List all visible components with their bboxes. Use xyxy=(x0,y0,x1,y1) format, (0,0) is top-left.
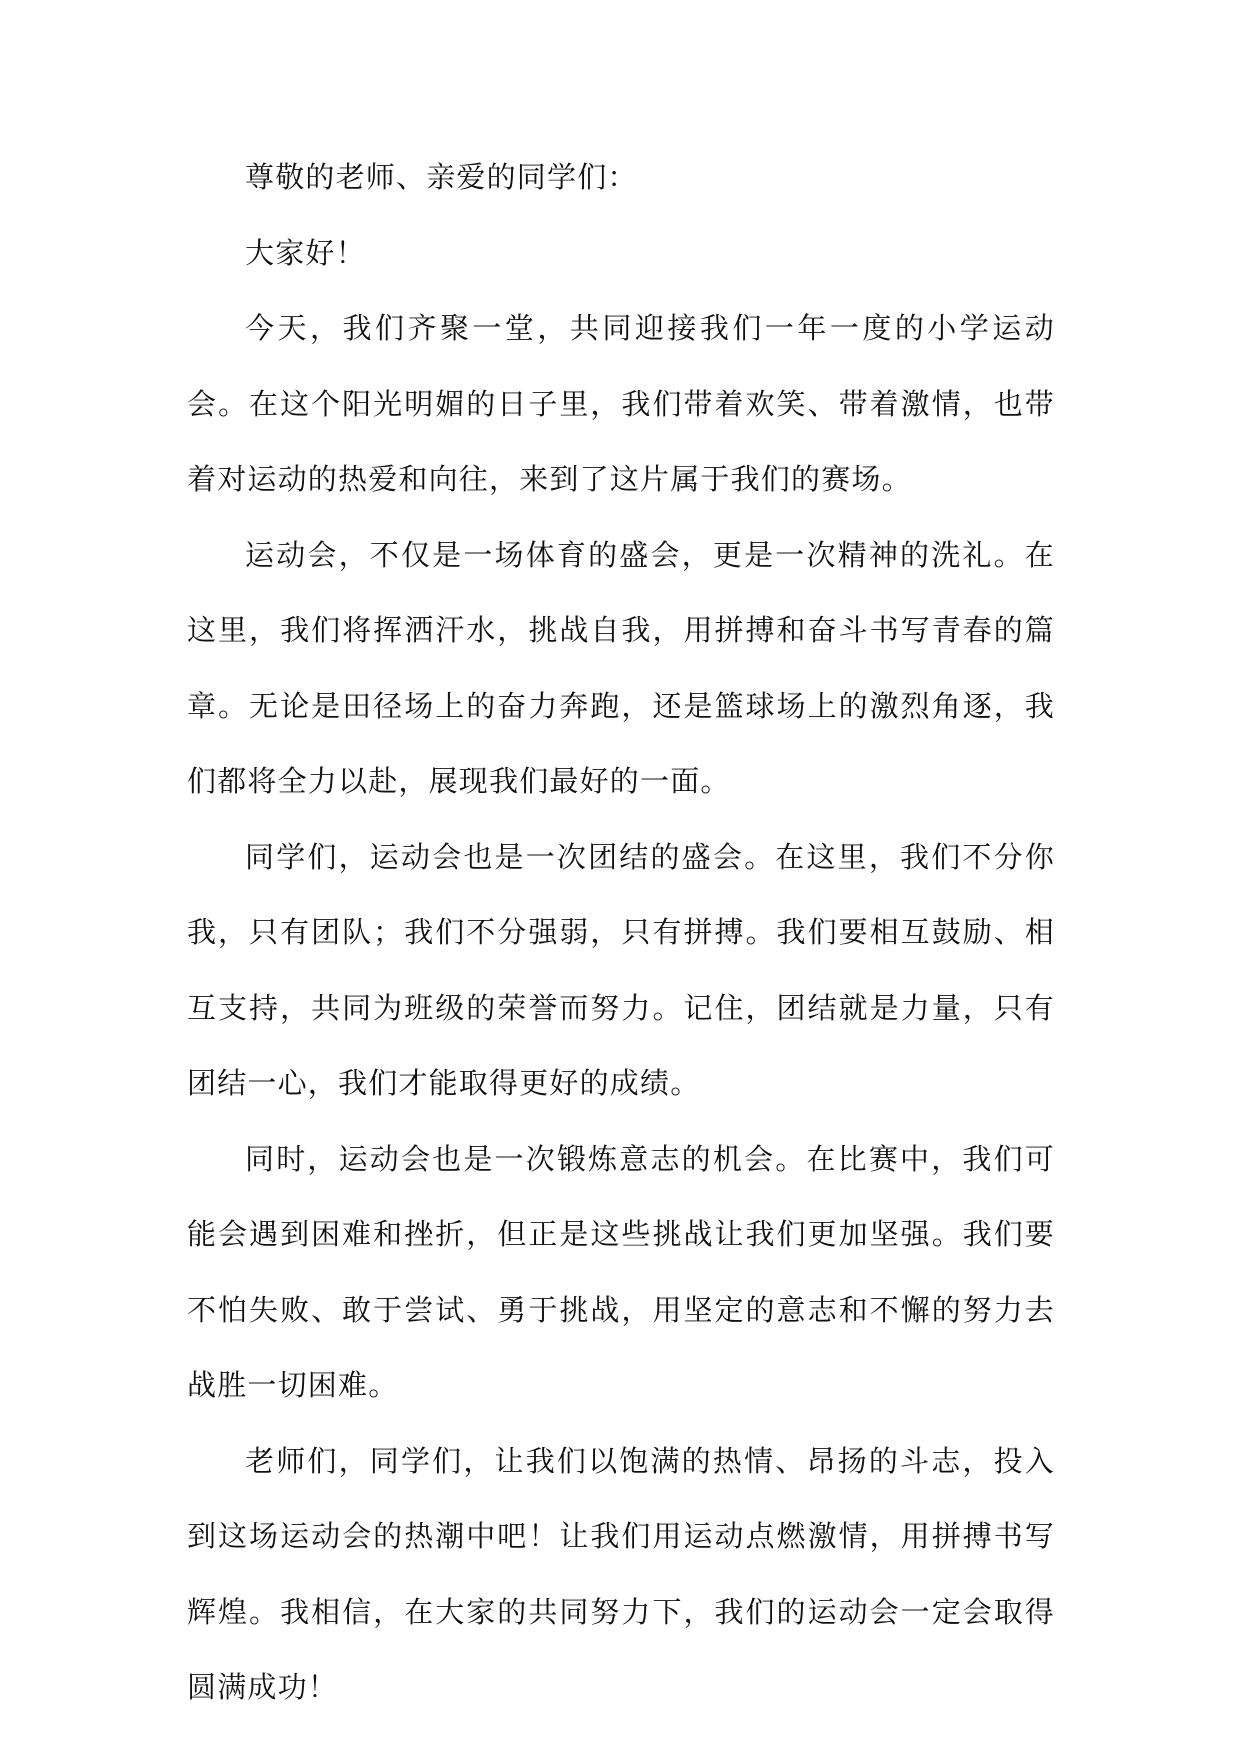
speech-body xyxy=(187,140,1055,1726)
paragraph-unity: 同学们，运动会也是一次团结的盛会。在这里，我们不分你我，只有团队；我们不分强弱，只有拼搏。我们要相互鼓励、相互支持，共同为班级的荣誉而努力。记住，团结就是力量，只有团结一心，我们才能取得更好的成绩。 xyxy=(187,839,1055,1100)
paragraph-closing: 老师们，同学们，让我们以饱满的热情、昂扬的斗志，投入到这场运动会的热潮中吧！让我们用运动点燃激情，用拼搏书写辉煌。我相信，在大家的共同努力下，我们的运动会一定会取得圆满成功！ xyxy=(187,1443,1055,1704)
paragraph-spirit: 运动会，不仅是一场体育的盛会，更是一次精神的洗礼。在这里，我们将挥洒汗水，挑战自我，用拼搏和奋斗书写青春的篇章。无论是田径场上的奋力奔跑，还是篮球场上的激烈角逐，我们都将全力以赴，展现我们最好的一面。 xyxy=(187,537,1055,798)
greeting: 大家好！ xyxy=(245,235,366,270)
paragraph-willpower: 同时，运动会也是一次锻炼意志的机会。在比赛中，我们可能会遇到困难和挫折，但正是这些挑战让我们更加坚强。我们要不怕失败、敢于尝试、勇于挑战，用坚定的意志和不懈的努力去战胜一切困难。 xyxy=(187,1141,1055,1402)
salutation: 尊敬的老师、亲爱的同学们： xyxy=(245,160,638,194)
paragraph-opening: 今天，我们齐聚一堂，共同迎接我们一年一度的小学运动会。在这个阳光明媚的日子里，我们带着欢笑、带着激情，也带着对运动的热爱和向往，来到了这片属于我们的赛场。 xyxy=(187,311,1055,496)
